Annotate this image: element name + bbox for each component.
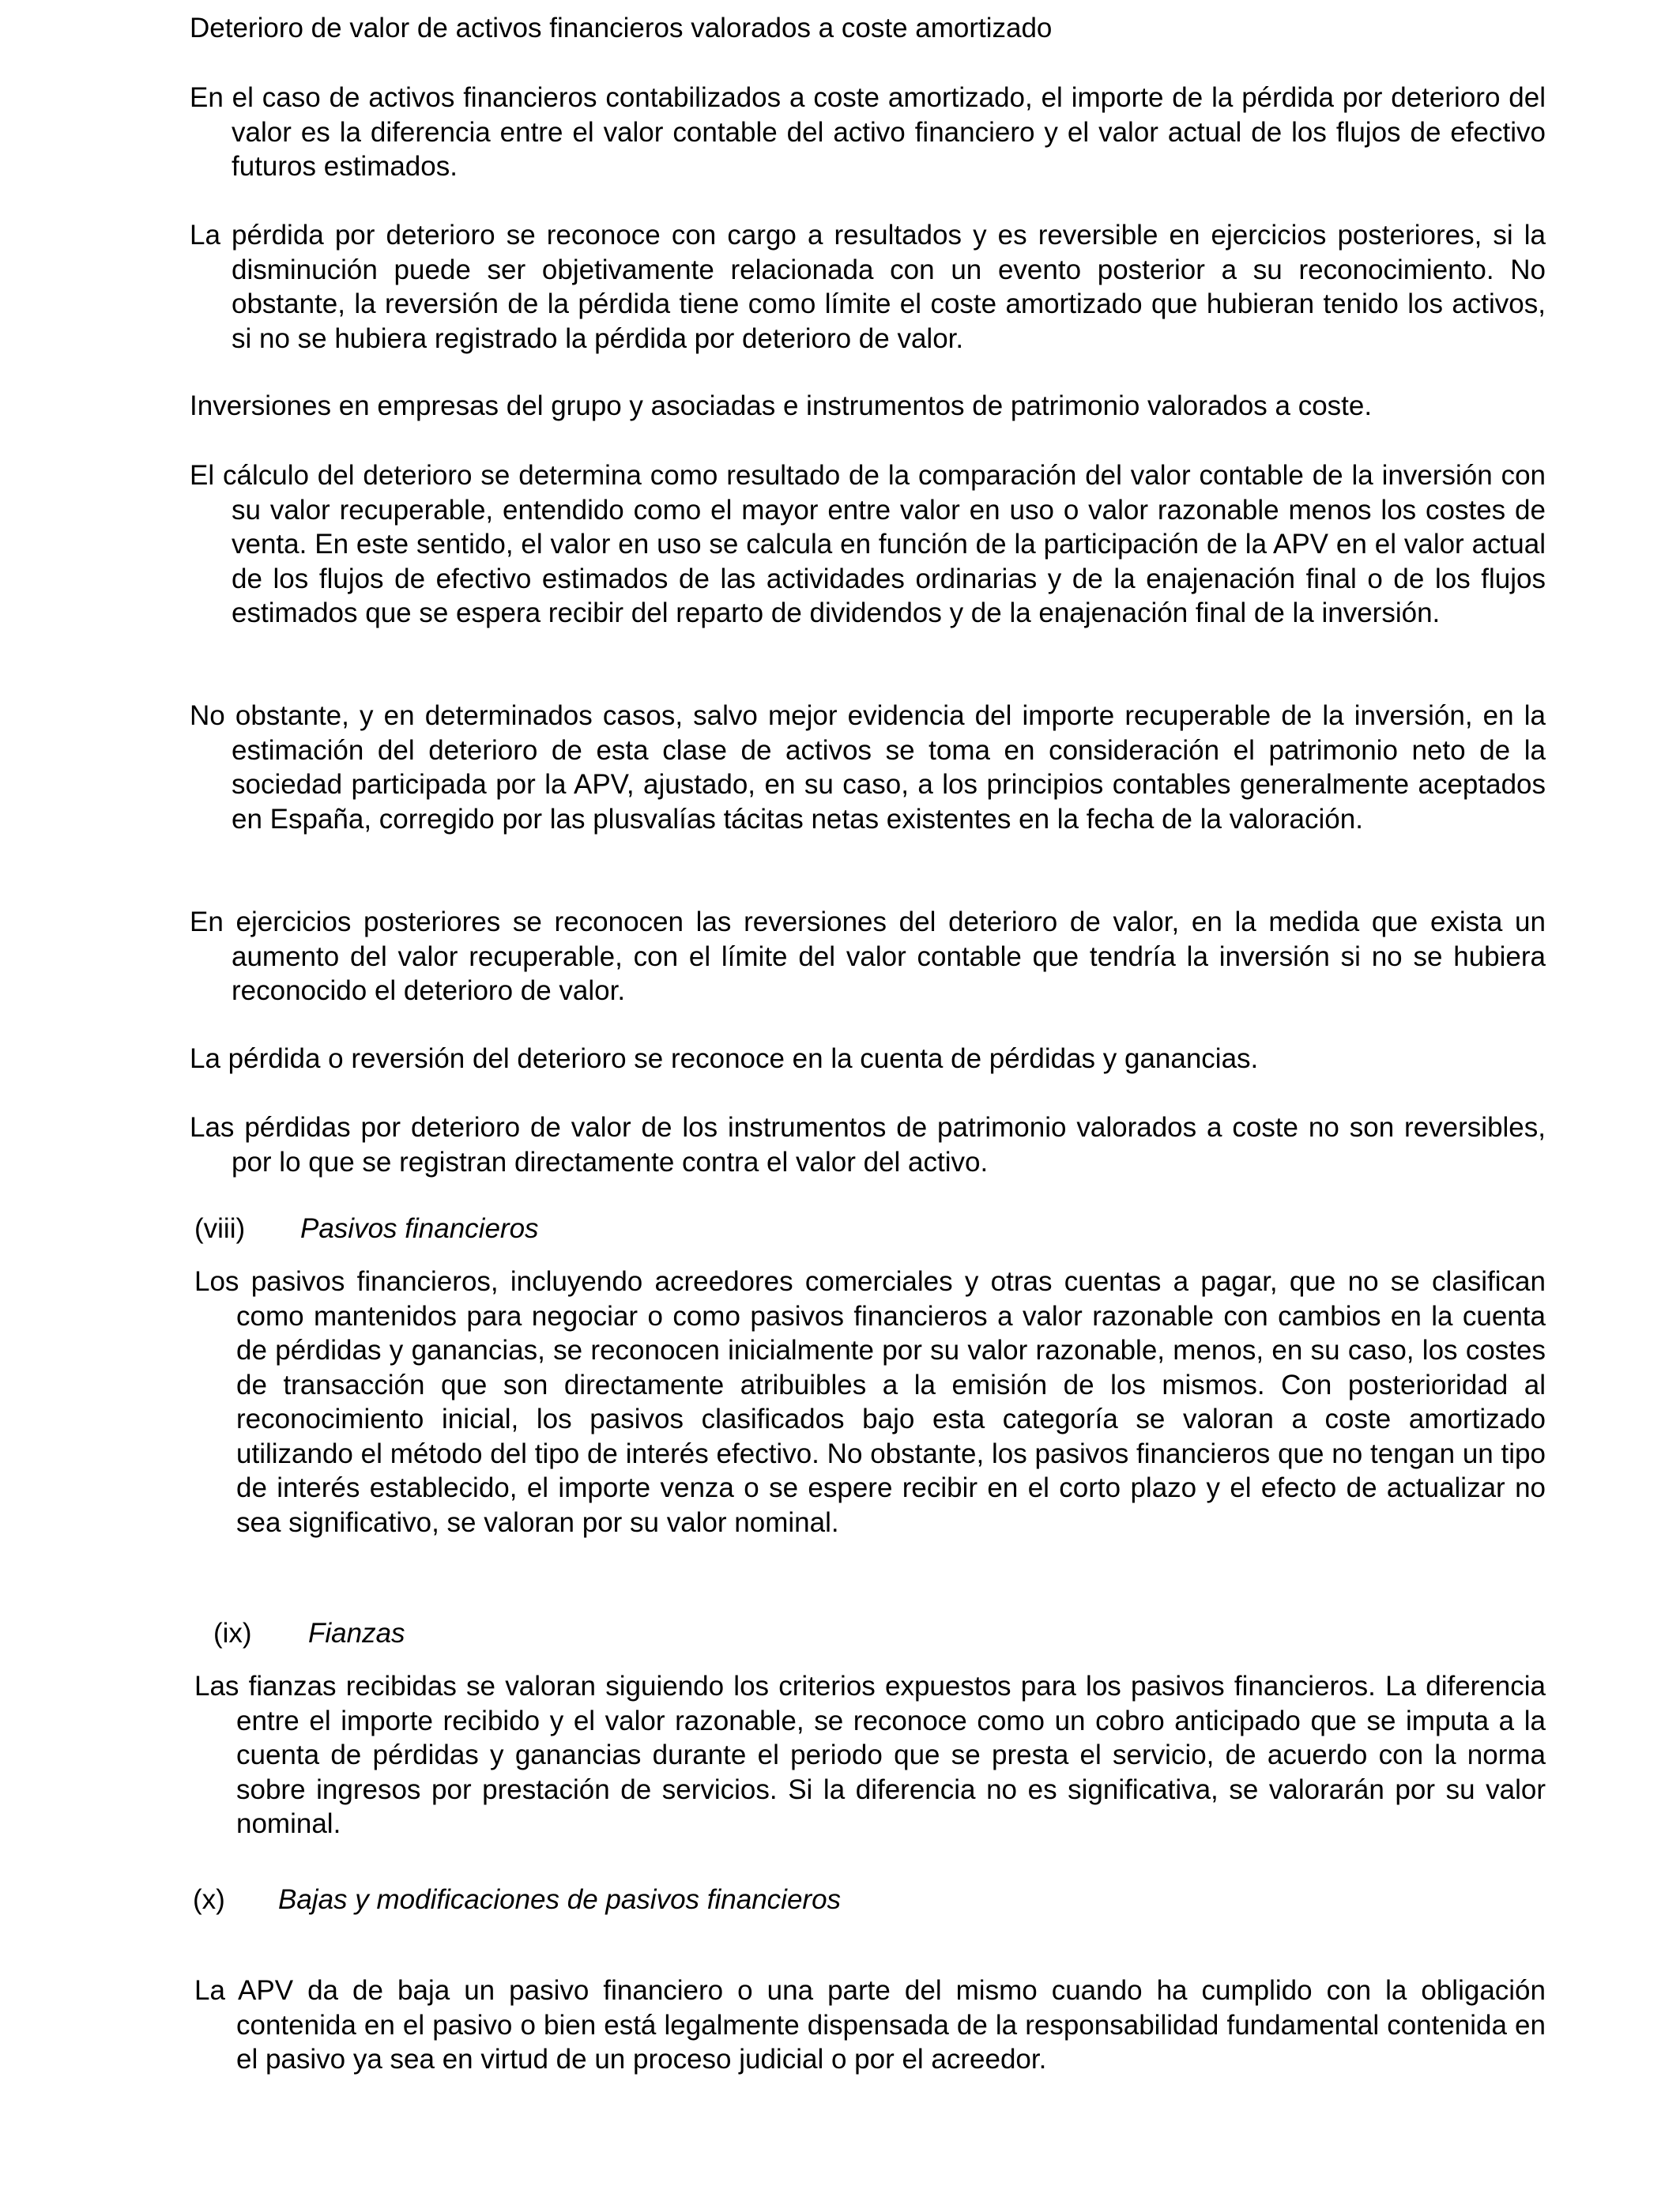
paragraph-2: La pérdida por deterioro se reconoce con cargo a resultados y es reversible en ejercicios posteriores, si la disminución puede ser objetivamente relacionada con un evento posterior a su reconocimiento. No obstante, la reversión de la pérdida tiene como límite el coste amortizado que hubieran tenido los activos, si no se hubiera registrado la pérdida por deterioro de valor.	[190, 220, 1546, 354]
section-viii-title: Pasivos financieros	[300, 1213, 539, 1244]
paragraph-7: Las pérdidas por deterioro de valor de los instrumentos de patrimonio valorados a coste no son reversibles, por lo que se registran directamente contra el valor del activo.	[190, 1112, 1546, 1178]
heading-inversiones: Inversiones en empresas del grupo y asociadas e instrumentos de patrimonio valorados a coste.	[190, 390, 1373, 421]
paragraph-8: Los pasivos financieros, incluyendo acreedores comerciales y otras cuentas a pagar, que no se clasifican como mantenidos para negociar o como pasivos financieros a valor razonable con cambios en la cuenta de pérdidas y ganancias, se reconocen inicialmente por su valor razonable, menos, en su caso, los costes de transacción que son directamente atribuibles a la emisión de los mismos. Con posterioridad al reconocimiento inicial, los pasivos clasificados bajo esta categoría se valoran a coste amortizado utilizando el método del tipo de interés efectivo. No obstante, los pasivos financieros que no tengan un tipo de interés establecido, el importe venza o se espere recibir en el corto plazo y el efecto de actualizar no sea significativo, se valoran por su valor nominal.	[194, 1266, 1546, 1538]
section-x-title: Bajas y modificaciones de pasivos financieros	[278, 1884, 842, 1915]
paragraph-6: La pérdida o reversión del deterioro se reconoce en la cuenta de pérdidas y ganancias.	[190, 1043, 1259, 1074]
paragraph-3: El cálculo del deterioro se determina como resultado de la comparación del valor contable de la inversión con su valor recuperable, entendido como el mayor entre valor en uso o valor razonable menos los costes de venta. En este sentido, el valor en uso se calcula en función de la participación de la APV en el valor actual de los flujos de efectivo estimados de las actividades ordinarias y de la enajenación final o de los flujos estimados que se espera recibir del reparto de dividendos y de la enajenación final de la inversión.	[190, 460, 1546, 628]
section-x-heading	[193, 1883, 1062, 1917]
paragraph-9: Las fianzas recibidas se valoran siguiendo los criterios expuestos para los pasivos financieros. La diferencia entre el importe recibido y el valor razonable, se reconoce como un cobro anticipado que se imputa a la cuenta de pérdidas y ganancias durante el periodo que se presta el servicio, de acuerdo con la norma sobre ingresos por prestación de servicios. Si la diferencia no es significativa, se valorarán por su valor nominal.	[194, 1671, 1546, 1839]
section-ix-title: Fianzas	[308, 1618, 405, 1649]
paragraph-5: En ejercicios posteriores se reconocen las reversiones del deterioro de valor, en la medida que exista un aumento del valor recuperable, con el límite del valor contable que tendría la inversión si no se hubiera reconocido el deterioro de valor.	[190, 907, 1546, 1006]
section-x-number: (x)	[193, 1884, 225, 1915]
heading-deterioro-coste-amortizado: Deterioro de valor de activos financieros valorados a coste amortizado	[190, 13, 1053, 43]
section-viii-heading	[194, 1212, 906, 1246]
paragraph-10: La APV da de baja un pasivo financiero o una parte del mismo cuando ha cumplido con la obligación contenida en el pasivo o bien está legalmente dispensada de la responsabilidad fundamental contenida en el pasivo ya sea en virtud de un proceso judicial o por el acreedor.	[194, 1975, 1546, 2075]
paragraph-4: No obstante, y en determinados casos, salvo mejor evidencia del importe recuperable de la inversión, en la estimación del deterioro de esta clase de activos se toma en consideración el patrimonio neto de la sociedad participada por la APV, ajustado, en su caso, a los principios contables generalmente aceptados en España, corregido por las plusvalías tácitas netas existentes en la fecha de la valoración.	[190, 700, 1546, 835]
paragraph-1: En el caso de activos financieros contabilizados a coste amortizado, el importe de la pérdida por deterioro del valor es la diferencia entre el valor contable del activo financiero y el valor actual de los flujos de efectivo futuros estimados.	[190, 82, 1546, 182]
section-viii-number: (viii)	[194, 1213, 246, 1244]
section-ix-number: (ix)	[213, 1618, 252, 1649]
section-ix-heading	[213, 1616, 925, 1651]
